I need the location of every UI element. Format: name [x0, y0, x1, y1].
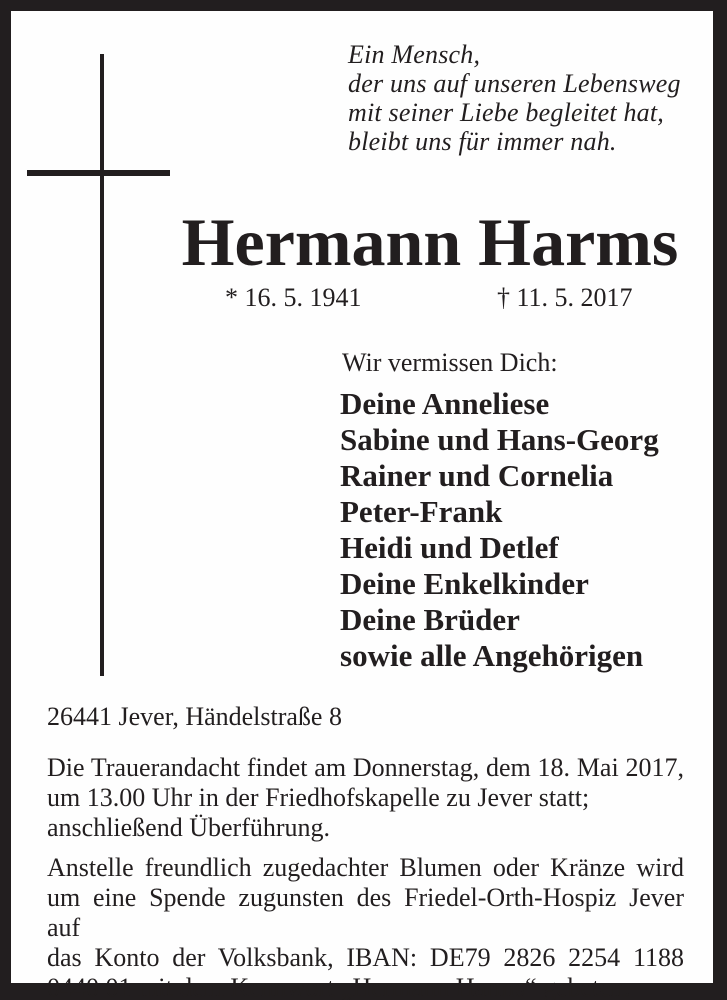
epitaph-line: der uns auf unseren Lebensweg: [348, 69, 681, 98]
mourner-entry: Heidi und Detlef: [340, 530, 559, 565]
donation-info-line: Anstelle freundlich zugedachter Blumen oder Kränze wird: [47, 853, 684, 882]
service-info-line: anschließend Überführung.: [47, 813, 331, 842]
mourner-entry: Deine Anneliese: [340, 386, 550, 421]
service-info-line: Die Trauerandacht findet am Donnerstag, dem 18. Mai 2017,: [47, 753, 684, 782]
mourner-entry: sowie alle Angehörigen: [340, 638, 644, 673]
donation-info-line: um eine Spende zugunsten des Friedel-Orth-Hospiz Jever auf: [47, 883, 684, 942]
epitaph-line: bleibt uns für immer nah.: [348, 127, 617, 156]
mourner-entry: Deine Enkelkinder: [340, 566, 589, 601]
mourning-intro: Wir vermissen Dich:: [342, 348, 558, 377]
mourner-entry: Rainer und Cornelia: [340, 458, 614, 493]
mourner-entry: Sabine und Hans-Georg: [340, 422, 659, 457]
donation-info-line: 0440 01 mit dem Kennwort „Hermann Harms“ gebeten.: [47, 973, 631, 1000]
service-info-paragraph: [47, 753, 684, 843]
birth-date: * 16. 5. 1941: [225, 283, 362, 312]
donation-info-line: das Konto der Volksbank, IBAN: DE79 2826 2254 1188: [47, 943, 684, 972]
death-date: † 11. 5. 2017: [497, 283, 633, 312]
mourner-entry: Deine Brüder: [340, 602, 520, 637]
deceased-name: Hermann Harms: [181, 204, 679, 280]
address-line: 26441 Jever, Händelstraße 8: [47, 702, 342, 731]
mourners-list: [340, 386, 659, 674]
cross-icon-vertical-bar: [100, 54, 104, 676]
epitaph-line: Ein Mensch,: [348, 40, 481, 69]
service-info-line: um 13.00 Uhr in der Friedhofskapelle zu Jever statt;: [47, 783, 590, 812]
epitaph-line: mit seiner Liebe begleitet hat,: [348, 98, 664, 127]
donation-info-paragraph: [47, 853, 684, 1000]
epitaph-verse: [348, 40, 681, 156]
mourner-entry: Peter-Frank: [340, 494, 503, 529]
cross-icon-horizontal-bar: [27, 170, 170, 176]
